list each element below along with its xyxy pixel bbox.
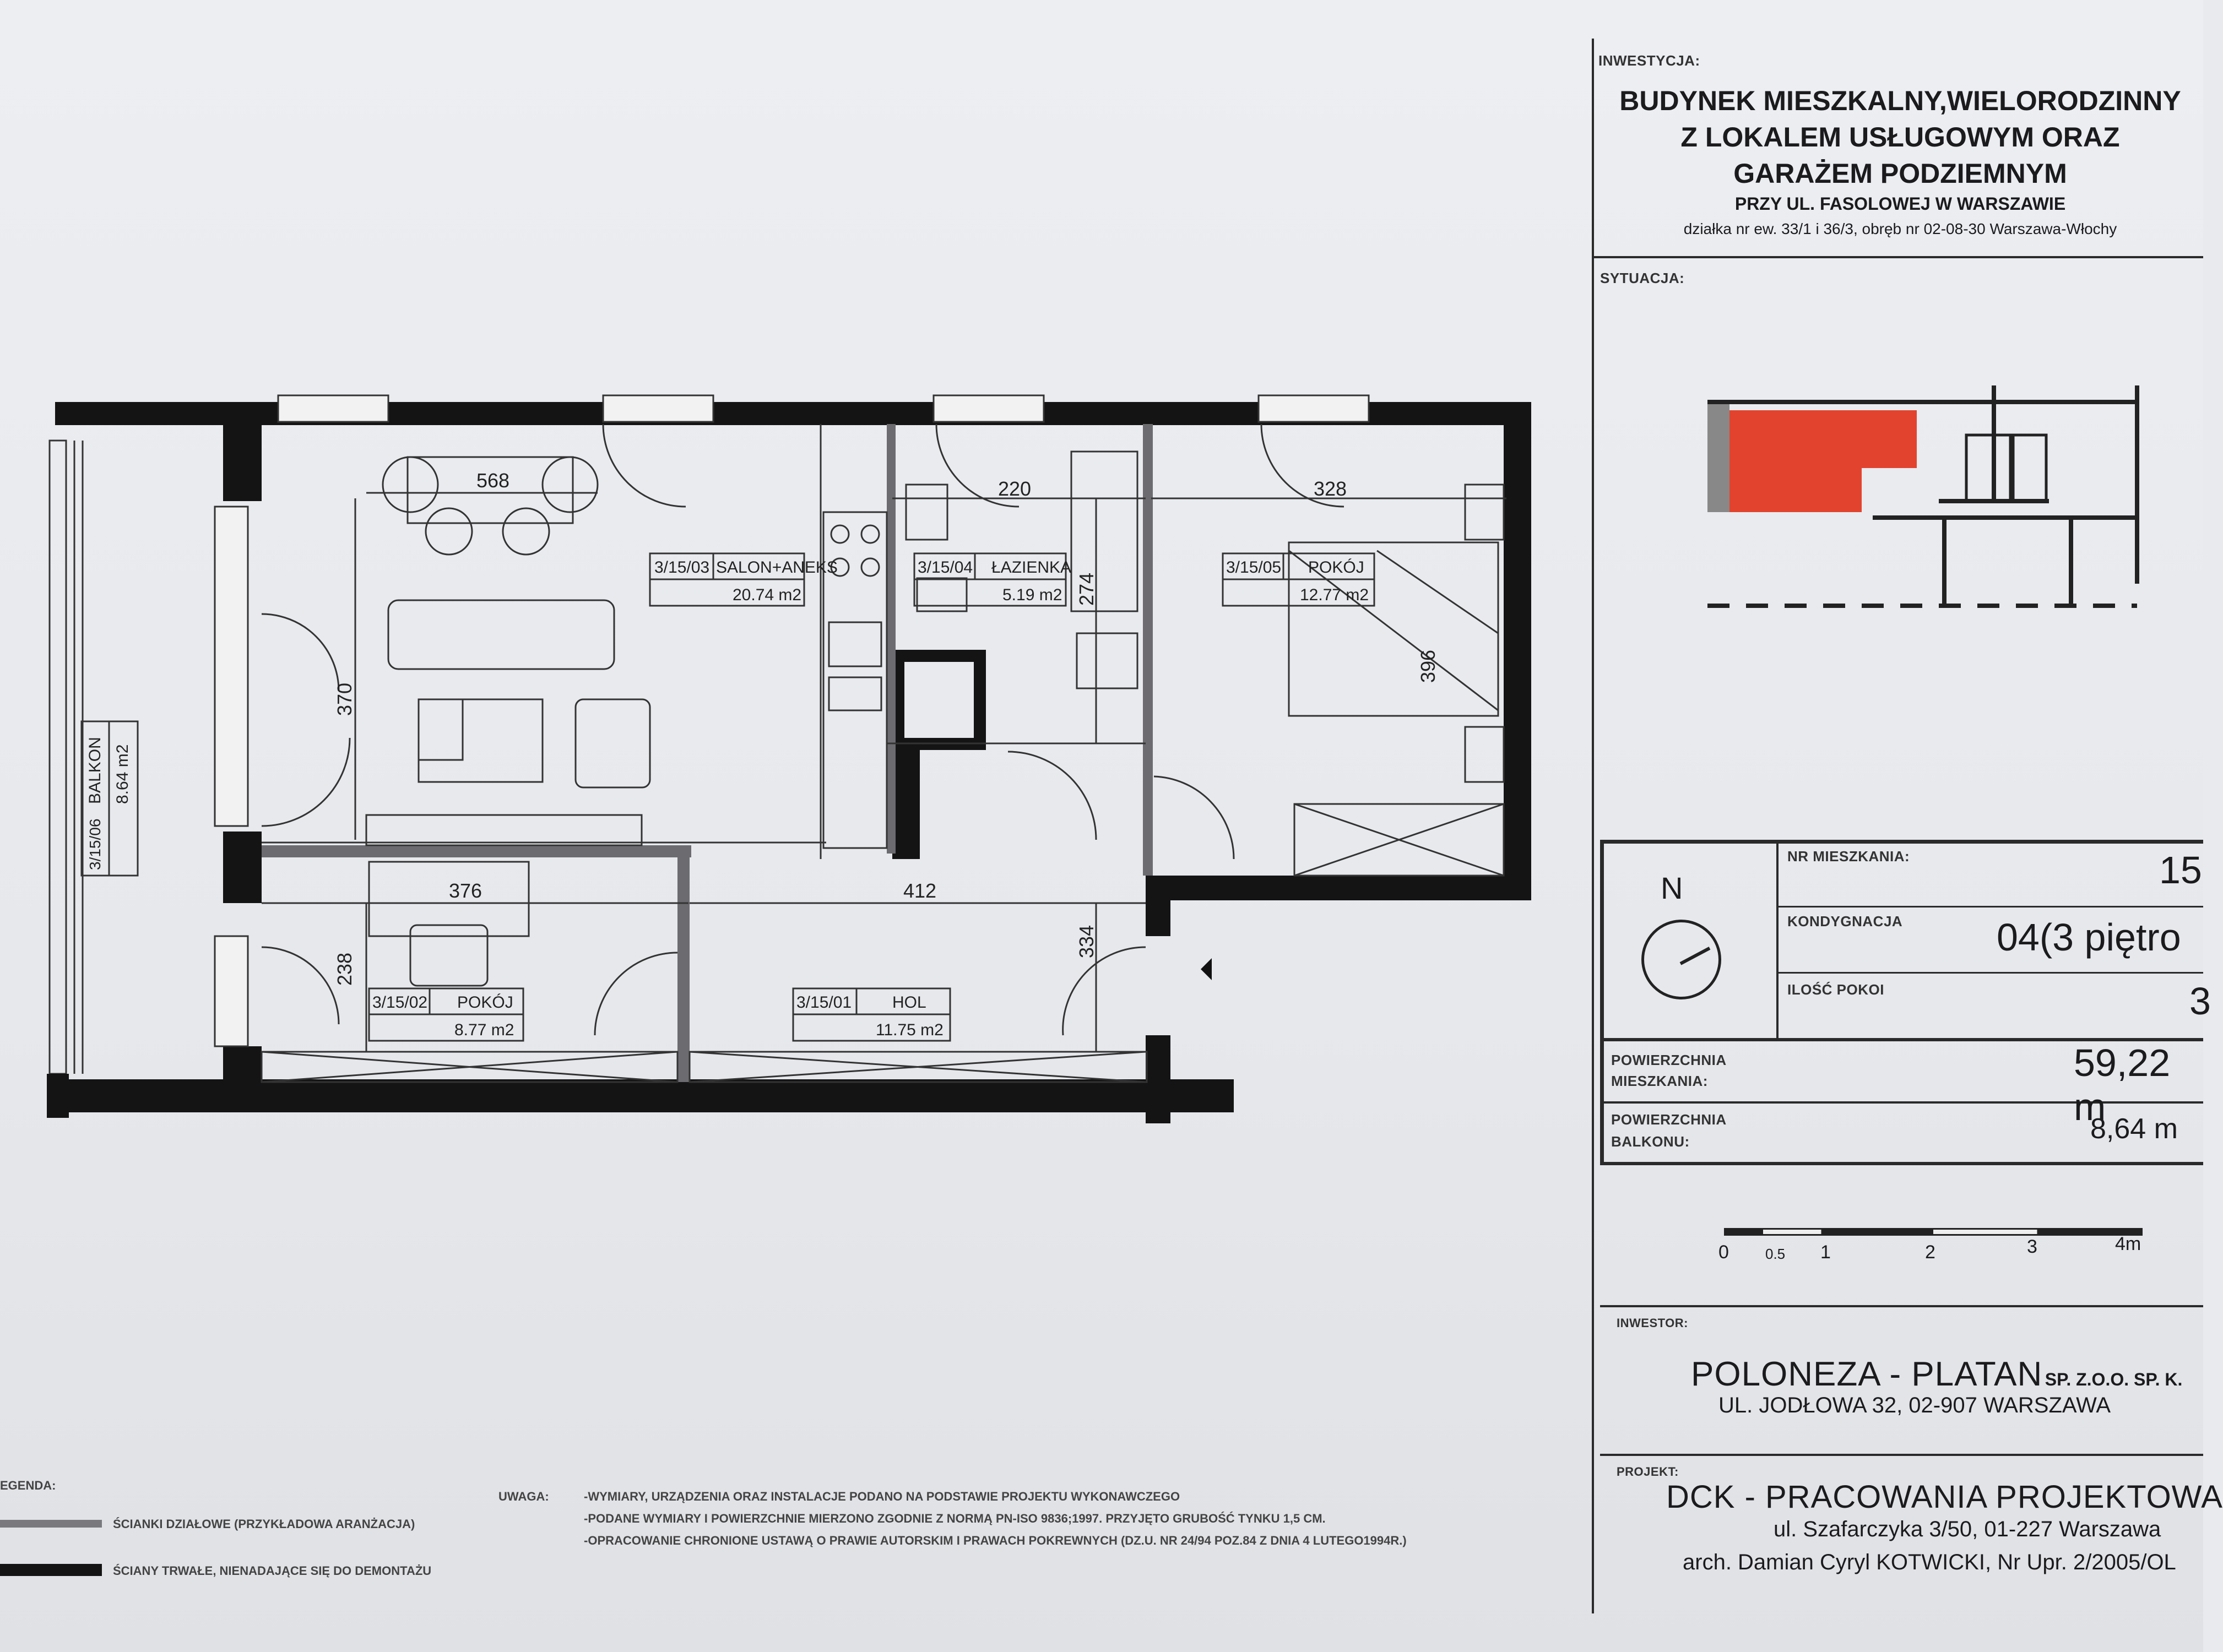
area-label-2: MIESZKANIA: xyxy=(1611,1073,1708,1089)
dim-370: 370 xyxy=(333,682,356,716)
notes-label: UWAGA: xyxy=(498,1490,549,1503)
investment-label: INWESTYCJA: xyxy=(1598,52,1700,69)
room-hall-code: 3/15/01 xyxy=(796,993,852,1012)
room-bath-area: 5.19 m2 xyxy=(1002,586,1062,604)
room-bedroom-area: 12.77 m2 xyxy=(1300,586,1369,604)
dim-220: 220 xyxy=(998,477,1032,500)
scale-tick-2: 2 xyxy=(1925,1242,1935,1263)
investor-name-line xyxy=(1691,1355,2182,1394)
dim-568: 568 xyxy=(476,469,510,492)
room-hall-area: 11.75 m2 xyxy=(876,1021,944,1039)
legend-label: EGENDA: xyxy=(0,1479,56,1492)
room-bedroom-name: POKÓJ xyxy=(1308,558,1364,577)
investor-label: INWESTOR: xyxy=(1617,1316,1688,1330)
floor-value: 04(3 piętro xyxy=(1997,916,2181,959)
dim-412: 412 xyxy=(903,879,937,902)
room-hall-name: HOL xyxy=(892,993,926,1012)
area-label-1: POWIERZCHNIA xyxy=(1611,1052,1727,1068)
scale-tick-3: 3 xyxy=(2027,1236,2037,1257)
room-labels xyxy=(369,553,1374,1041)
room-salon-name: SALON+ANEKS xyxy=(716,558,838,577)
legend-item-permanent: ŚCIANY TRWAŁE, NIENADAJĄCE SIĘ DO DEMONTAŻU xyxy=(113,1564,432,1578)
balcony-value: 8,64 m xyxy=(2090,1113,2178,1145)
project-label: PROJEKT: xyxy=(1617,1465,1679,1479)
interior-lines xyxy=(262,424,1506,1082)
scale-tick-0: 0 xyxy=(1718,1242,1729,1263)
permanent-walls xyxy=(47,402,1531,1123)
room-salon-area: 20.74 m2 xyxy=(733,586,802,604)
note-2: -PODANE WYMIARY I POWIERZCHNIE MIERZONO ZGODNIE Z NORMĄ PN-ISO 9836;1997. PRZYJĘTO GRUBOŚĆ TYNKU 1,5 CM. xyxy=(584,1512,1326,1525)
balcony-label-2: BALKONU: xyxy=(1611,1133,1690,1150)
north-label: N xyxy=(1661,871,1683,905)
scale-tick-4m: 4m xyxy=(2115,1233,2141,1254)
investment-title-1: BUDYNEK MIESZKALNY,WIELORODZINNY xyxy=(1619,85,2181,116)
dim-376: 376 xyxy=(449,879,482,902)
legend-item-partition: ŚCIANKI DZIAŁOWE (PRZYKŁADOWA ARANŻACJA) xyxy=(113,1517,415,1531)
scale-tick-1: 1 xyxy=(1820,1242,1831,1263)
scale-tick-05: 0.5 xyxy=(1765,1246,1786,1262)
situation-label: SYTUACJA: xyxy=(1600,270,1685,286)
dim-274: 274 xyxy=(1075,572,1098,606)
apartment-number-value: 15 xyxy=(2159,849,2202,892)
apartment-highlight xyxy=(1729,410,1917,512)
investment-title-2: Z LOKALEM USŁUGOWYM ORAZ xyxy=(1680,122,2120,153)
investor-address: UL. JODŁOWA 32, 02-907 WARSZAWA xyxy=(1718,1393,2111,1417)
balcony-code: 3/15/06 xyxy=(86,818,104,870)
dim-334: 334 xyxy=(1075,925,1098,958)
entrance-arrow-icon xyxy=(1201,958,1212,980)
investment-title-3: GARAŻEM PODZIEMNYM xyxy=(1733,158,2067,189)
room-bath-code: 3/15/04 xyxy=(918,558,973,577)
scale-bar xyxy=(1724,1228,2143,1236)
legend-permanent-swatch xyxy=(0,1564,102,1576)
floor-label: KONDYGNACJA xyxy=(1787,913,1903,930)
investor-suffix: SP. Z.O.O. SP. K. xyxy=(2045,1370,2183,1389)
room-bedroom-code: 3/15/05 xyxy=(1226,558,1282,577)
investor-name: POLONEZA - PLATAN xyxy=(1691,1355,2043,1393)
balcony xyxy=(50,441,83,1074)
investment-plot: działka nr ew. 33/1 i 36/3, obręb nr 02-08-30 Warszawa-Włochy xyxy=(1683,220,2117,237)
project-address: ul. Szafarczyka 3/50, 01-227 Warszawa xyxy=(1774,1517,2161,1541)
note-3: -OPRACOWANIE CHRONIONE USTAWĄ O PRAWIE AUTORSKIM I PRAWACH POKREWNYCH (DZ.U. NR 24/94 POZ.84 Z DNIA 4 LUTEGO1994R.) xyxy=(584,1534,1407,1547)
note-1: -WYMIARY, URZĄDZENIA ORAZ INSTALACJE PODANO NA PODSTAWIE PROJEKTU WYKONAWCZEGO xyxy=(584,1490,1180,1503)
rooms-label: ILOŚĆ POKOI xyxy=(1787,981,1884,998)
apartment-number-label: NR MIESZKANIA: xyxy=(1787,848,1910,865)
room-small-area: 8.77 m2 xyxy=(454,1021,514,1039)
rooms-value: 3 xyxy=(2189,980,2211,1023)
dim-238: 238 xyxy=(333,952,356,986)
investment-street: PRZY UL. FASOLOWEJ W WARSZAWIE xyxy=(1734,194,2066,214)
situation-map xyxy=(1652,352,2203,639)
room-salon-code: 3/15/03 xyxy=(654,558,710,577)
area-value: 59,22 m xyxy=(2074,1041,2171,1128)
compass-icon xyxy=(1641,920,1721,999)
room-small-name: POKÓJ xyxy=(457,993,513,1012)
dim-396: 396 xyxy=(1417,649,1439,683)
room-small-code: 3/15/02 xyxy=(372,993,428,1012)
project-name: DCK - PRACOWANIA PROJEKTOWA xyxy=(1666,1479,2223,1515)
legend-partition-swatch xyxy=(0,1520,102,1528)
balcony-name: BALKON xyxy=(86,737,104,804)
balcony-label-1: POWIERZCHNIA xyxy=(1611,1111,1727,1128)
room-bath-name: ŁAZIENKA xyxy=(991,558,1072,577)
dim-328: 328 xyxy=(1314,477,1347,500)
project-architect: arch. Damian Cyryl KOTWICKI, Nr Upr. 2/2005/OL xyxy=(1683,1550,2176,1574)
balcony-area: 8.64 m2 xyxy=(113,744,132,804)
